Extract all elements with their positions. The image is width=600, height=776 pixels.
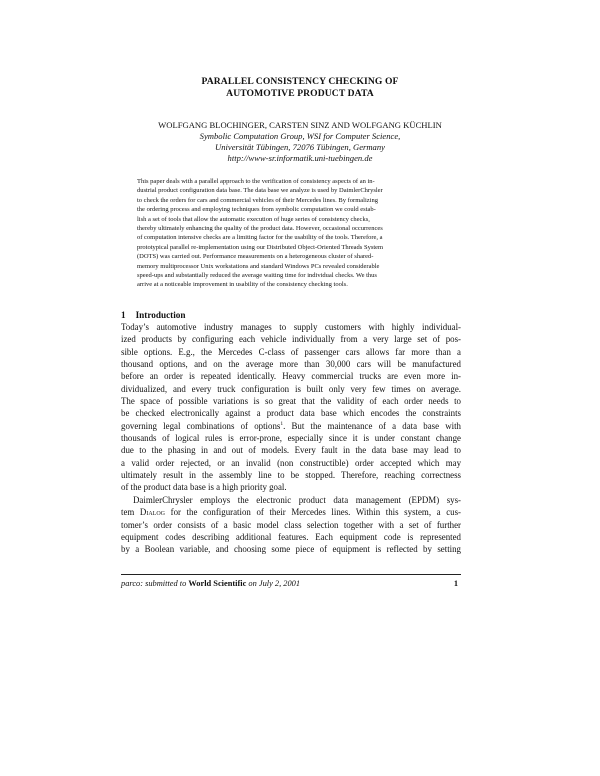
abstract-line: prototypical parallel re-implementation using our Distributed Object-Oriented Threads System	[137, 243, 384, 251]
abstract-line: speed-ups and substantially reduced the average waiting time for individual checks. We thus	[137, 272, 377, 280]
footer-date: on July 2, 2001	[246, 579, 301, 588]
abstract-line: arrive at a noticeable improvement in usability of the consistency checking tools.	[137, 281, 348, 289]
body-line: ultimately result in the assembly line to be stopped. Therefore, reaching correctness	[121, 470, 461, 481]
section-heading	[121, 309, 195, 321]
body-line: ized products by configuring each vehicle individually from a very large set of pos-	[121, 334, 461, 345]
body-line: be checked electronically against a product data base which encodes the constraints	[121, 408, 461, 419]
body-line: DaimlerChrysler employs the electronic product data management (EPDM) sys-	[133, 494, 461, 505]
dialog-system-name: Dialog	[139, 507, 165, 518]
body-line: due to the phasing in and out of models. Every fault in the data base may lead to	[121, 445, 461, 456]
abstract-line: dustrial product configuration data base. The data base we analyze is used by DaimlerChrysler	[137, 187, 383, 195]
abstract-line: lish a set of tools that allow the automatic execution of huge series of consistency checks,	[137, 215, 370, 223]
abstract	[137, 177, 459, 290]
footnote-marker: 1	[280, 420, 284, 427]
body-line-end: . But the maintenance of a data base with	[283, 420, 461, 431]
body-line: tomer’s order consists of a basic model class selection together with a set of further	[121, 519, 461, 530]
abstract-line: to check the orders for cars and commercial vehicles of their Mercedes lines. By formalizing	[137, 196, 378, 204]
body-line: The space of possible variations is so great that the validity of each order needs to	[121, 396, 461, 407]
footer-divider	[121, 574, 461, 575]
body-line: equipment codes describing additional features. Each equipment code is represented	[121, 531, 461, 542]
body-line: of the product data base is a high priority goal.	[121, 482, 287, 493]
body-text	[121, 321, 461, 556]
body-line	[121, 420, 461, 432]
footer-prefix: parco: submitted to	[121, 579, 189, 588]
title-line-1: PARALLEL CONSISTENCY CHECKING OF	[201, 76, 399, 87]
body-line: sible options. E.g., the Mercedes C-class of passenger cars allows far more than a	[121, 346, 461, 357]
section-number: 1	[121, 310, 126, 320]
body-line: Today’s automotive industry manages to supply customers with highly individual-	[121, 322, 461, 332]
abstract-line: the ordering process and employing techniques from symbolic computation we could estab-	[137, 206, 376, 214]
body-line: dividualized, and every truck configuration is built only very few times on average.	[121, 383, 461, 394]
affiliation-url: http://www-sr.informatik.uni-tuebingen.de	[227, 153, 373, 164]
abstract-line: of computation intensive checks are a limiting factor for the usability of the tools. Therefore, a	[137, 234, 383, 242]
body-line: thousands of logical rules is error-prone, especially since it is under constant change	[121, 433, 461, 444]
title-line-2: AUTOMOTIVE PRODUCT DATA	[226, 88, 374, 99]
section-title: Introduction	[135, 310, 186, 320]
paper-title	[0, 76, 600, 100]
page-footer	[121, 578, 461, 589]
abstract-line: thereby ultimately enhancing the quality of the product data. However, occasional occurrences	[137, 225, 383, 233]
authors: WOLFGANG BLOCHINGER, CARSTEN SINZ AND WOLFGANG KÜCHLIN	[158, 120, 442, 130]
body-line: before an order is repeated identically. Heavy commercial trucks are even more in-	[121, 371, 461, 382]
body-line-start: tem	[121, 507, 140, 518]
footer-note	[121, 579, 300, 588]
body-line-end: for the configuration of their Mercedes lines. Within this system, a cus-	[165, 507, 461, 518]
affiliation-line: Symbolic Computation Group, WSI for Computer Science,	[199, 131, 401, 141]
abstract-line: This paper deals with a parallel approach to the verification of consistency aspects of an in-	[137, 178, 375, 185]
affiliation	[0, 131, 600, 165]
body-line	[121, 506, 461, 518]
affiliation-line: Universität Tübingen, 72076 Tübingen, Germany	[215, 142, 385, 153]
body-line: thousand options, and on the average more than 30,000 cars will be manufactured	[121, 359, 461, 370]
abstract-line: memory multiprocessor Unix workstations and standard Windows PCs revealed considerable	[137, 262, 380, 270]
footer-publisher: World Scientific	[188, 579, 247, 588]
abstract-line: (DOTS) was carried out. Performance measurements on a heterogeneous cluster of shared-	[137, 253, 374, 261]
body-line: a valid order rejected, or an invalid (non constructible) order accepted which may	[121, 457, 461, 468]
page-number: 1	[453, 579, 458, 588]
body-line: by a Boolean variable, and choosing some piece of equipment is reflected by setting	[121, 544, 461, 555]
body-line-start: governing legal combinations of options	[121, 420, 281, 431]
